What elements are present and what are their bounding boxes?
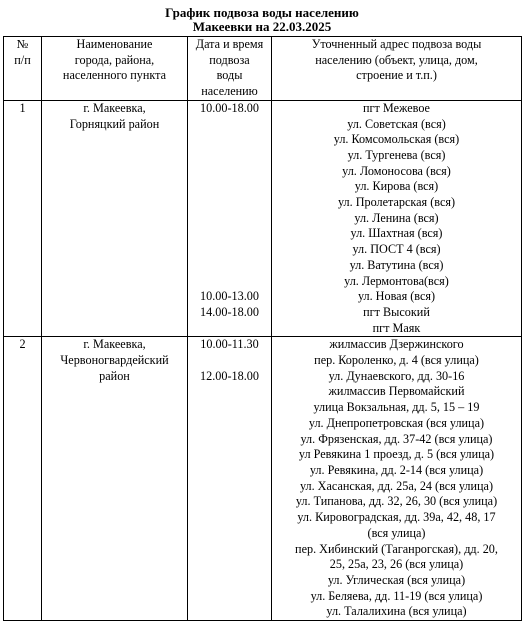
- cell-line: ул. Новая (вся): [357, 289, 436, 304]
- table-header-row: [4, 37, 522, 101]
- cell-line: Горняцкий район: [69, 116, 160, 131]
- cell-line: строение и т.п.): [356, 68, 437, 83]
- cell-line: пер. Короленко, д. 4 (вся улица): [314, 353, 479, 368]
- cell-line: ул. ПОСТ 4 (вся): [352, 242, 441, 257]
- cell-line: ул. Тургенева (вся): [347, 147, 446, 162]
- time-slot: 12.00-18.00: [200, 368, 259, 383]
- row-number-text: 1: [19, 100, 26, 115]
- cell-line: №: [16, 37, 29, 51]
- cell-line: ул. Кирова (вся): [354, 179, 439, 194]
- cell-line: населенного пункта: [62, 68, 167, 83]
- row-times: [188, 337, 272, 621]
- cell-line: улица Вокзальная, дд. 5, 15 – 19: [313, 400, 480, 415]
- cell-line: ул. Хасанская, дд. 25а, 24 (вся улица): [299, 478, 494, 493]
- table-row: [4, 100, 522, 337]
- cell-line: ул Ревякина 1 проезд, д. 5 (вся улица): [298, 447, 495, 462]
- cell-line: ул. Ревякина, дд. 2-14 (вся улица): [309, 462, 484, 477]
- cell-line: населению: [201, 84, 258, 99]
- time-slot: 10.00-11.30: [200, 337, 259, 352]
- cell-line: ул. Советская (вся): [347, 116, 446, 131]
- row-addresses: [272, 337, 522, 621]
- time-slot: 10.00-13.00: [200, 289, 259, 304]
- cell-line: г. Макеевка,: [83, 100, 146, 115]
- cell-line: жилмассив Дзержинского: [329, 337, 464, 352]
- cell-line: ул. Углическая (вся улица): [327, 572, 466, 587]
- cell-line: ул. Кировоградская, дд. 39а, 42, 48, 17: [297, 510, 496, 525]
- cell-line: воды: [216, 68, 243, 83]
- cell-line: г. Макеевка,: [83, 337, 146, 352]
- cell-line: Уточненный адрес подвоза воды: [311, 37, 482, 51]
- cell-line: населению (объект, улица, дом,: [315, 52, 478, 67]
- cell-line: ул. Комсомольская (вся): [333, 132, 460, 147]
- cell-line: (вся улица): [367, 525, 426, 540]
- cell-line: ул. Днепропетровская (вся улица): [308, 415, 485, 430]
- cell-line: ул. Дунаевского, дд. 30-16: [328, 368, 465, 383]
- cell-line: ул. Ломоносова (вся): [342, 163, 451, 178]
- header-datetime: [188, 37, 272, 101]
- document-subtitle: Макеевки на 22.03.2025: [192, 19, 332, 34]
- row-number: [4, 337, 42, 621]
- cell-line: ул. Талалихина (вся улица): [326, 604, 467, 619]
- cell-line: пгт Маяк: [372, 320, 421, 335]
- time-slot: 14.00-18.00: [200, 304, 259, 319]
- cell-line: ул. Лермонтова(вся): [344, 273, 449, 288]
- cell-line: Дата и время: [195, 37, 264, 51]
- cell-line: города, района,: [74, 52, 155, 67]
- row-times: [188, 100, 272, 337]
- row-addresses: [272, 100, 522, 337]
- cell-line: пгт Высокий: [363, 304, 430, 319]
- cell-line: ул. Пролетарская (вся): [337, 195, 456, 210]
- cell-line: Наименование: [76, 37, 153, 51]
- cell-line: ул. Беляева, дд. 11-19 (вся улица): [310, 588, 483, 603]
- cell-line: район: [99, 368, 130, 383]
- cell-line: ул. Ленина (вся): [354, 210, 439, 225]
- cell-line: 25, 25а, 23, 26 (вся улица): [329, 557, 464, 572]
- cell-line: ул. Ватутина (вся): [349, 257, 444, 272]
- table-row: [4, 337, 522, 621]
- header-place: [42, 37, 188, 101]
- cell-line: ул. Фрязенская, дд. 37-42 (вся улица): [300, 431, 493, 446]
- schedule-table: [3, 36, 522, 621]
- row-number: [4, 100, 42, 337]
- row-place: [42, 100, 188, 337]
- header-address: [272, 37, 522, 101]
- cell-line: жилмассив Первомайский: [328, 384, 465, 399]
- cell-line: ул. Типанова, дд. 32, 26, 30 (вся улица): [295, 494, 498, 509]
- cell-line: Червоногвардейский: [60, 353, 169, 368]
- document-title: График подвоза воды населению: [165, 5, 359, 20]
- header-number: [4, 37, 42, 101]
- cell-line: подвоза: [209, 52, 250, 67]
- cell-line: ул. Шахтная (вся): [350, 226, 443, 241]
- time-slot: 10.00-18.00: [200, 100, 259, 115]
- row-place: [42, 337, 188, 621]
- cell-line: п/п: [14, 52, 31, 67]
- cell-line: пгт Межевое: [363, 100, 430, 115]
- row-number-text: 2: [19, 337, 26, 352]
- cell-line: пер. Хибинский (Таганрогская), дд. 20,: [295, 541, 498, 556]
